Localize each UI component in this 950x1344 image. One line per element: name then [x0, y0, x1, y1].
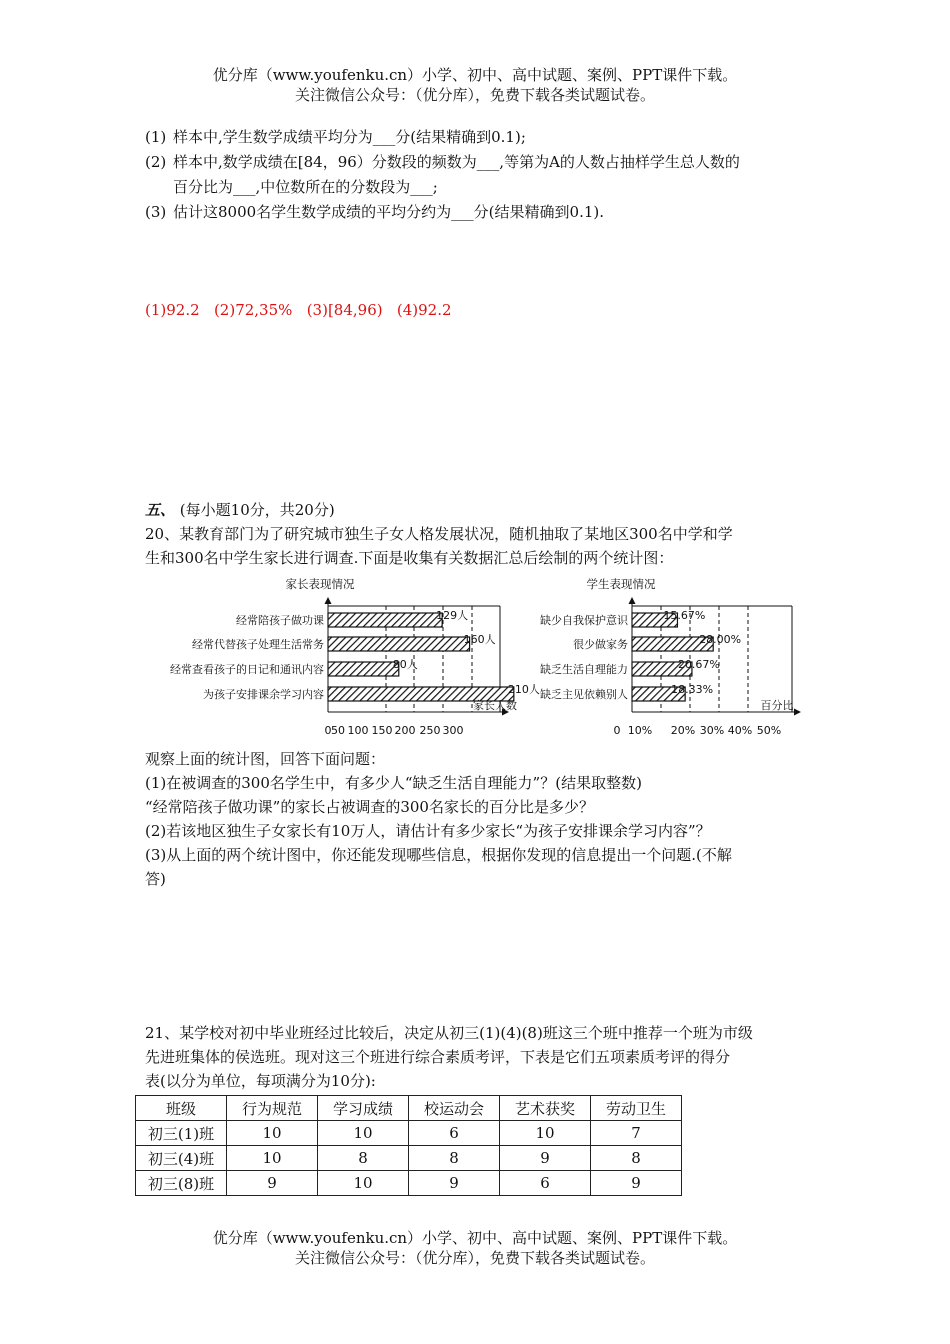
bar — [328, 662, 399, 676]
q21-stem-line-3: 表(以分为单位，每项满分为10分): — [145, 1072, 376, 1090]
q20-sub-3b: 答) — [145, 870, 166, 888]
q20-sub-2: (2)若该地区独生子女家长有10万人，请估计有多少家长“为孩子安排课余学习内容”？ — [145, 822, 711, 840]
parent-chart — [170, 577, 540, 737]
tick-label: 20% — [670, 724, 696, 737]
tick-label: 200 — [394, 724, 416, 737]
bar — [328, 613, 442, 627]
q20-sub-1: (1)在被调查的300名学生中，有多少人“缺乏生活自理能力”？(结果取整数) — [145, 774, 642, 792]
header-cell: 班级 — [136, 1096, 227, 1121]
tick-label: 10% — [627, 724, 653, 737]
table-cell: 9 — [591, 1171, 682, 1196]
table-cell: 9 — [500, 1146, 591, 1171]
tick-label: 250 — [419, 724, 441, 737]
tick-label: 0 — [613, 724, 621, 737]
tick-label: 40% — [727, 724, 753, 737]
value-label: 15.67% — [663, 609, 706, 622]
section-heading — [145, 500, 335, 521]
value-label: 160人 — [463, 633, 496, 646]
header-cell: 行为规范 — [227, 1096, 318, 1121]
table-cell: 初三(8)班 — [136, 1171, 227, 1196]
value-label: 210人 — [507, 683, 540, 696]
item-2-text: 样本中,数学成绩在[84，96）分数段的频数为___,等第为A的人数占抽样学生总人数的 — [173, 153, 740, 171]
category-label: 经常代替孩子处理生活常务 — [192, 638, 324, 651]
table-row — [136, 1146, 682, 1171]
table-cell: 10 — [227, 1146, 318, 1171]
table-cell: 初三(4)班 — [136, 1146, 227, 1171]
table-cell: 9 — [409, 1171, 500, 1196]
item-2-number: (2) — [145, 153, 167, 171]
q21-stem-line-2: 先进班集体的侯选班。现对这三个班进行综合素质考评，下表是它们五项素质考评的得分 — [145, 1048, 731, 1066]
table-cell: 初三(1)班 — [136, 1121, 227, 1146]
header-line-1: 优分库（www.youfenku.cn）小学、初中、高中试题、案例、PPT课件下载。 — [212, 66, 738, 84]
item-1-number: (1) — [145, 128, 167, 146]
category-label: 很少做家务 — [573, 638, 628, 651]
value-label: 18.33% — [671, 683, 714, 696]
q20-stem-line-2: 生和300名中学生家长进行调查.下面是收集有关数据汇总后绘制的两个统计图： — [145, 549, 674, 567]
table-cell: 10 — [227, 1121, 318, 1146]
section-note: (每小题10分，共20分) — [179, 501, 335, 519]
q20-sub-3: (3)从上面的两个统计图中，你还能发现哪些信息，根据你发现的信息提出一个问题.(不解 — [145, 846, 732, 864]
header-cell: 学习成绩 — [318, 1096, 409, 1121]
header-cell: 校运动会 — [409, 1096, 500, 1121]
value-label: 129人 — [436, 609, 469, 622]
chart-title: 学生表现情况 — [586, 577, 656, 591]
table-row — [136, 1121, 682, 1146]
category-label: 为孩子安排课余学习内容 — [203, 688, 324, 701]
answer-line: (1)92.2 (2)72,35% (3)[84,96) (4)92.2 — [145, 301, 452, 319]
tick-label: 150 — [371, 724, 393, 737]
table-cell: 10 — [318, 1121, 409, 1146]
table-cell: 8 — [318, 1146, 409, 1171]
tick-label: 0 — [324, 724, 332, 737]
x-axis-label: 家长人数 — [473, 699, 517, 712]
score-table — [135, 1095, 682, 1196]
item-3-text: 估计这8000名学生数学成绩的平均分约为___分(结果精确到0.1). — [173, 203, 605, 221]
item-3-number: (3) — [145, 203, 167, 221]
section-label: 五、 — [145, 501, 176, 519]
header-cell: 艺术获奖 — [500, 1096, 591, 1121]
bar — [328, 637, 470, 651]
table-cell: 10 — [500, 1121, 591, 1146]
table-cell: 6 — [500, 1171, 591, 1196]
category-label: 缺乏主见依赖别人 — [540, 688, 628, 701]
chart-title: 家长表现情况 — [285, 577, 355, 591]
x-axis-label: 百分比 — [760, 699, 794, 712]
item-2-continuation: 百分比为___,中位数所在的分数段为___; — [173, 178, 438, 196]
category-label: 缺乏生活自理能力 — [540, 663, 628, 676]
tick-label: 30% — [699, 724, 725, 737]
footer-line-1: 优分库（www.youfenku.cn）小学、初中、高中试题、案例、PPT课件下载。 — [212, 1229, 738, 1247]
table-cell: 7 — [591, 1121, 682, 1146]
value-label: 20.67% — [677, 658, 720, 671]
tick-label: 100 — [347, 724, 369, 737]
q21-stem-line-1: 21、某学校对初中毕业班经过比较后，决定从初三(1)(4)(8)班这三个班中推荐一个班为市级 — [145, 1024, 753, 1042]
table-cell: 10 — [318, 1171, 409, 1196]
value-label: 80人 — [392, 658, 418, 671]
student-chart — [540, 577, 800, 737]
table-header-row — [136, 1096, 682, 1121]
category-label: 经常陪孩子做功课 — [236, 614, 324, 627]
tick-label: 50 — [331, 724, 345, 737]
table-cell: 8 — [591, 1146, 682, 1171]
q20-charts — [0, 572, 950, 742]
item-1-text: 样本中,学生数学成绩平均分为___分(结果精确到0.1); — [173, 128, 526, 146]
header-cell: 劳动卫生 — [591, 1096, 682, 1121]
tick-label: 50% — [756, 724, 782, 737]
category-label: 经常查看孩子的日记和通讯内容 — [170, 663, 324, 676]
value-label: 28.00% — [699, 633, 742, 646]
table-cell: 9 — [227, 1171, 318, 1196]
table-row — [136, 1171, 682, 1196]
table-cell: 8 — [409, 1146, 500, 1171]
footer-line-2: 关注微信公众号：（优分库），免费下载各类试题试卷。 — [294, 1249, 655, 1267]
q20-stem-line-1: 20、某教育部门为了研究城市独生子女人格发展状况，随机抽取了某地区300名中学和学 — [145, 525, 733, 543]
category-label: 缺少自我保护意识 — [540, 614, 628, 627]
q20-sub-1b: “经常陪孩子做功课”的家长占被调查的300名家长的百分比是多少？ — [145, 798, 594, 816]
q20-prompt: 观察上面的统计图，回答下面问题： — [145, 750, 386, 768]
table-cell: 6 — [409, 1121, 500, 1146]
tick-label: 300 — [442, 724, 464, 737]
header-line-2: 关注微信公众号：（优分库），免费下载各类试题试卷。 — [294, 86, 655, 104]
